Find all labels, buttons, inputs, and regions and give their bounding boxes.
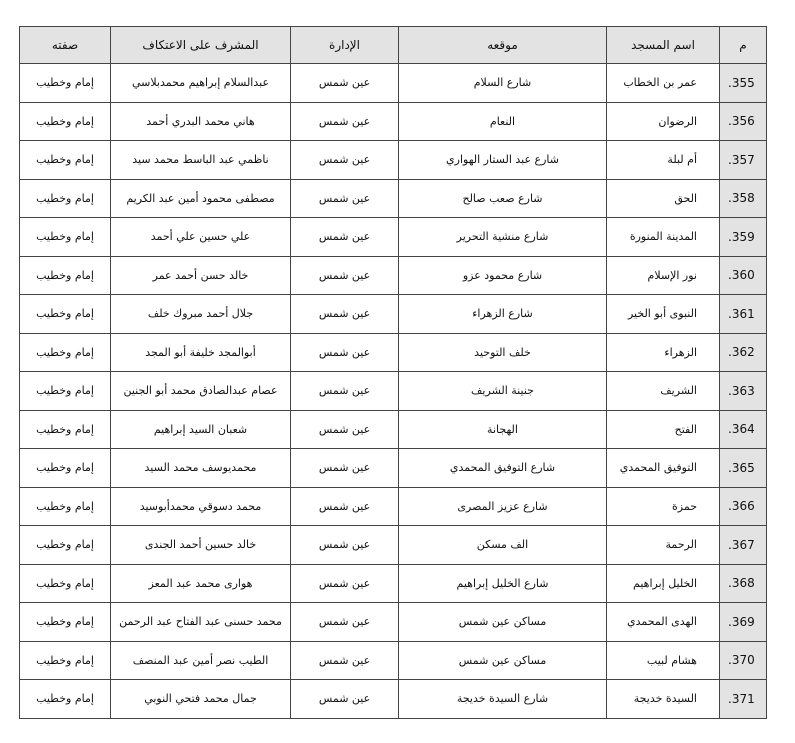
mosque-name: أم لبلة xyxy=(607,141,720,180)
supervisor-name: عبدالسلام إبراهيم محمدبلاسي xyxy=(111,64,291,103)
row-number: 356. xyxy=(720,102,767,141)
administration: عين شمس xyxy=(291,526,399,565)
administration: عين شمس xyxy=(291,333,399,372)
mosque-name: المدينة المنورة xyxy=(607,218,720,257)
row-number: 360. xyxy=(720,256,767,295)
supervisor-name: محمد حسنى عبد الفتاح عبد الرحمن xyxy=(111,603,291,642)
supervisor-name: شعبان السيد إبراهيم xyxy=(111,410,291,449)
table-header-row xyxy=(20,27,767,64)
supervisor-role: إمام وخطيب xyxy=(20,372,111,411)
supervisor-role: إمام وخطيب xyxy=(20,333,111,372)
table-row xyxy=(20,256,767,295)
mosque-location: شارع محمود عزو xyxy=(399,256,607,295)
mosque-name: الفتح xyxy=(607,410,720,449)
row-number: 363. xyxy=(720,372,767,411)
supervisor-role: إمام وخطيب xyxy=(20,410,111,449)
table-row xyxy=(20,372,767,411)
supervisor-role: إمام وخطيب xyxy=(20,179,111,218)
row-number: 358. xyxy=(720,179,767,218)
mosque-location: جنينة الشريف xyxy=(399,372,607,411)
supervisor-name: محمديوسف محمد السيد xyxy=(111,449,291,488)
supervisor-name: هاني محمد البدري أحمد xyxy=(111,102,291,141)
supervisor-role: إمام وخطيب xyxy=(20,487,111,526)
table-row xyxy=(20,64,767,103)
supervisor-role: إمام وخطيب xyxy=(20,449,111,488)
mosque-name: هشام لبيب xyxy=(607,641,720,680)
table-row xyxy=(20,102,767,141)
mosque-name: الحق xyxy=(607,179,720,218)
table-row xyxy=(20,641,767,680)
mosque-table xyxy=(19,26,767,719)
supervisor-role: إمام وخطيب xyxy=(20,102,111,141)
mosque-location: شارع السلام xyxy=(399,64,607,103)
row-number: 368. xyxy=(720,564,767,603)
administration: عين شمس xyxy=(291,372,399,411)
mosque-location: الهجانة xyxy=(399,410,607,449)
mosque-location: شارع التوفيق المحمدي xyxy=(399,449,607,488)
mosque-location: شارع السيدة خديجة xyxy=(399,680,607,719)
supervisor-role: إمام وخطيب xyxy=(20,64,111,103)
supervisor-role: إمام وخطيب xyxy=(20,218,111,257)
header-mosque-name: اسم المسجد xyxy=(607,27,720,64)
mosque-location: شارع الزهراء xyxy=(399,295,607,334)
administration: عين شمس xyxy=(291,564,399,603)
mosque-location: شارع الخليل إبراهيم xyxy=(399,564,607,603)
mosque-name: الزهراء xyxy=(607,333,720,372)
mosque-location: شارع صعب صالح xyxy=(399,179,607,218)
supervisor-role: إمام وخطيب xyxy=(20,256,111,295)
supervisor-name: الطيب نصر أمين عبد المنصف xyxy=(111,641,291,680)
mosque-location: النعام xyxy=(399,102,607,141)
row-number: 366. xyxy=(720,487,767,526)
supervisor-role: إمام وخطيب xyxy=(20,141,111,180)
supervisor-name: علي حسين علي أحمد xyxy=(111,218,291,257)
supervisor-name: محمد دسوقي محمدأبوسيد xyxy=(111,487,291,526)
table-row xyxy=(20,449,767,488)
table-row xyxy=(20,179,767,218)
mosque-location: الف مسكن xyxy=(399,526,607,565)
mosque-location: مساكن عين شمس xyxy=(399,641,607,680)
administration: عين شمس xyxy=(291,641,399,680)
administration: عين شمس xyxy=(291,64,399,103)
administration: عين شمس xyxy=(291,487,399,526)
row-number: 364. xyxy=(720,410,767,449)
supervisor-role: إمام وخطيب xyxy=(20,526,111,565)
supervisor-name: عصام عبدالصادق محمد أبو الجنين xyxy=(111,372,291,411)
mosque-name: الشريف xyxy=(607,372,720,411)
mosque-location: مساكن عين شمس xyxy=(399,603,607,642)
table-row xyxy=(20,603,767,642)
supervisor-name: مصطفى محمود أمين عبد الكريم xyxy=(111,179,291,218)
row-number: 370. xyxy=(720,641,767,680)
row-number: 357. xyxy=(720,141,767,180)
mosque-name: التوفيق المحمدي xyxy=(607,449,720,488)
row-number: 359. xyxy=(720,218,767,257)
supervisor-name: خالد حسين أحمد الجندى xyxy=(111,526,291,565)
header-administration: الإدارة xyxy=(291,27,399,64)
supervisor-name: خالد حسن أحمد عمر xyxy=(111,256,291,295)
mosque-name: نور الإسلام xyxy=(607,256,720,295)
row-number: 369. xyxy=(720,603,767,642)
row-number: 361. xyxy=(720,295,767,334)
row-number: 365. xyxy=(720,449,767,488)
row-number: 371. xyxy=(720,680,767,719)
header-role: صفته xyxy=(20,27,111,64)
mosque-name: الرضوان xyxy=(607,102,720,141)
mosque-location: شارع عبد الستار الهواري xyxy=(399,141,607,180)
table-row xyxy=(20,218,767,257)
mosque-location: شارع منشية التحرير xyxy=(399,218,607,257)
supervisor-role: إمام وخطيب xyxy=(20,680,111,719)
administration: عين شمس xyxy=(291,218,399,257)
mosque-name: الرحمة xyxy=(607,526,720,565)
supervisor-name: جلال أحمد مبروك خلف xyxy=(111,295,291,334)
administration: عين شمس xyxy=(291,680,399,719)
table-row xyxy=(20,680,767,719)
table-row xyxy=(20,333,767,372)
table-row xyxy=(20,141,767,180)
administration: عين شمس xyxy=(291,141,399,180)
table-body xyxy=(20,64,767,719)
supervisor-role: إمام وخطيب xyxy=(20,295,111,334)
supervisor-role: إمام وخطيب xyxy=(20,641,111,680)
mosque-location: خلف التوحيد xyxy=(399,333,607,372)
table-row xyxy=(20,295,767,334)
header-supervisor: المشرف على الاعتكاف xyxy=(111,27,291,64)
table-row xyxy=(20,487,767,526)
supervisor-name: جمال محمد فتحي النوبي xyxy=(111,680,291,719)
supervisor-role: إمام وخطيب xyxy=(20,564,111,603)
supervisor-name: ناظمي عبد الباسط محمد سيد xyxy=(111,141,291,180)
header-num: م xyxy=(720,27,767,64)
administration: عين شمس xyxy=(291,256,399,295)
administration: عين شمس xyxy=(291,449,399,488)
administration: عين شمس xyxy=(291,179,399,218)
administration: عين شمس xyxy=(291,102,399,141)
mosque-name: حمزة xyxy=(607,487,720,526)
mosque-name: النبوى أبو الخير xyxy=(607,295,720,334)
table-row xyxy=(20,410,767,449)
supervisor-role: إمام وخطيب xyxy=(20,603,111,642)
administration: عين شمس xyxy=(291,410,399,449)
administration: عين شمس xyxy=(291,295,399,334)
mosque-location: شارع عزيز المصرى xyxy=(399,487,607,526)
administration: عين شمس xyxy=(291,603,399,642)
row-number: 367. xyxy=(720,526,767,565)
table-row xyxy=(20,526,767,565)
row-number: 355. xyxy=(720,64,767,103)
header-location: موقعه xyxy=(399,27,607,64)
table-row xyxy=(20,564,767,603)
mosque-name: السيدة خديجة xyxy=(607,680,720,719)
mosque-name: الهدى المحمدي xyxy=(607,603,720,642)
row-number: 362. xyxy=(720,333,767,372)
supervisor-name: أبوالمجد خليفة أبو المجد xyxy=(111,333,291,372)
mosque-name: عمر بن الخطاب xyxy=(607,64,720,103)
supervisor-name: هوارى محمد عبد المعز xyxy=(111,564,291,603)
mosque-name: الخليل إبراهيم xyxy=(607,564,720,603)
